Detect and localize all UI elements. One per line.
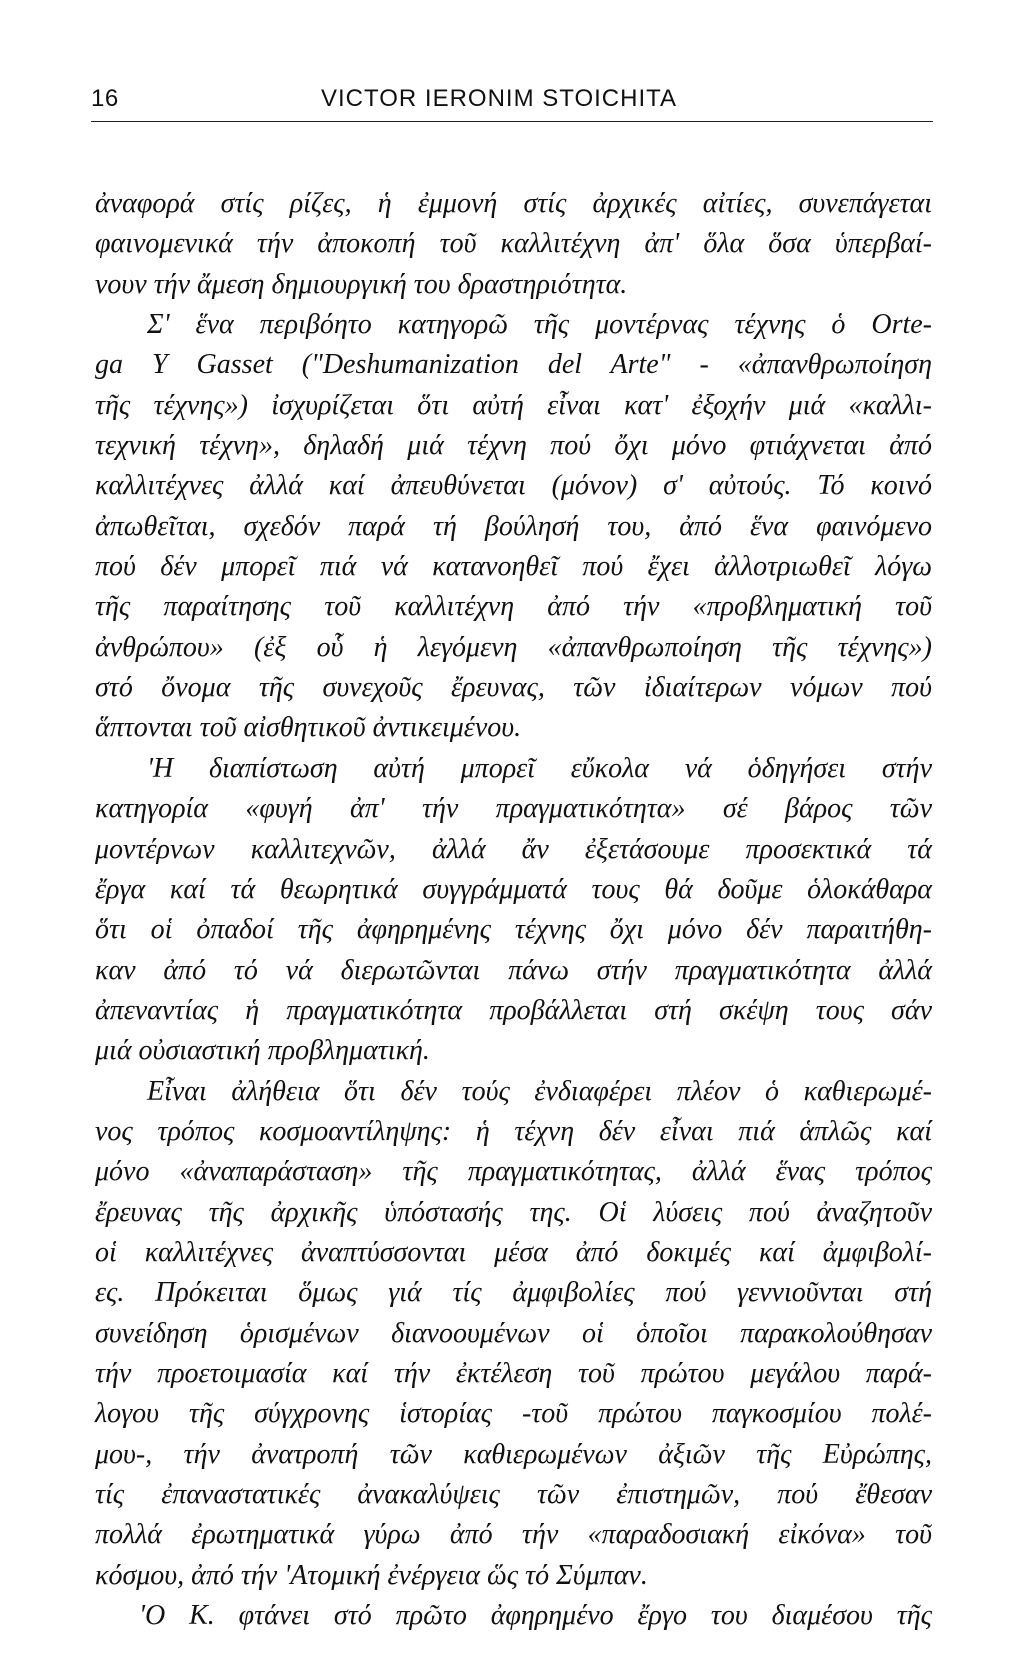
text-line: 'Ο Κ. φτάνει στό πρῶτο ἀφηρημένο ἔργο του διαμέσου τῆς [139,1600,932,1632]
text-line: λογου τῆς σύγχρονης ἱστορίας -τοῦ πρώτου παγκοσμίου πολέ- [95,1398,932,1430]
text-line: ἀπωθεῖται, σχεδόν παρά τή βούλησή του, ἀπό ἕνα φαινόμενο [95,510,932,542]
text-line: ὅτι οἱ ὀπαδοί τῆς ἀφηρημένης τέχνης ὄχι μόνο δέν παραιτήθη- [95,914,932,946]
text-line: κατηγορία «φυγή ἀπ' τήν πραγματικότητα» σέ βάρος τῶν [95,793,932,825]
text-line: πολλά ἐρωτηματικά γύρω ἀπό τήν «παραδοσιακή εἰκόνα» τοῦ [95,1519,932,1551]
text-line: ἀναφορά στίς ρίζες, ἡ ἐμμονή στίς ἀρχικές αἰτίες, συνεπάγεται [95,188,932,219]
text-line: συνείδηση ὁρισμένων διανοουμένων οἱ ὁποῖοι παρακολούθησαν [95,1317,932,1349]
text-line: καλλιτέχνες ἀλλά καί ἀπευθύνεται (μόνον) σ' αὐτούς. Τό κοινό [95,470,932,502]
running-header [91,83,933,122]
text-line: τῆς παραίτησης τοῦ καλλιτέχνη ἀπό τήν «προβληματική τοῦ [95,591,932,623]
text-line: Σ' ἕνα περιβόητο κατηγορῶ τῆς μοντέρνας τέχνης ὁ Orte- [147,309,932,341]
text-line: τίς ἐπαναστατικές ἀνακαλύψεις τῶν ἐπιστημῶν, πού ἔθεσαν [95,1479,932,1510]
text-line: Εἶναι ἀλήθεια ὅτι δέν τούς ἐνδιαφέρει πλέον ὁ καθιερωμέ- [147,1075,932,1107]
page-number: 16 [91,85,119,112]
text-line: ἔργα καί τά θεωρητικά συγγράμματά τους θά δοῦμε ὁλοκάθαρα [95,873,932,905]
text-line: ἔρευνας τῆς ἀρχικῆς ὑπόστασής της. Οἱ λύσεις πού ἀναζητοῦν [95,1196,932,1228]
text-line: ἀπεναντίας ἡ πραγματικότητα προβάλλεται στή σκέψη τους σάν [95,994,932,1026]
text-line: μιά οὐσιαστική προβληματική. [95,1035,430,1067]
text-line: κόσμου, ἀπό τήν 'Ατομική ἐνέργεια ὥς τό Σύμπαν. [95,1559,648,1591]
text-line: οἱ καλλιτέχνες ἀναπτύσσονται μέσα ἀπό δοκιμές καί ἀμφιβολί- [95,1236,932,1268]
text-line: φαινομενικά τήν ἀποκοπή τοῦ καλλιτέχνη ἀπ' ὅλα ὅσα ὑπερβαί- [95,228,932,260]
text-line: στό ὄνομα τῆς συνεχοῦς ἔρευνας, τῶν ἰδιαίτερων νόμων πού [95,672,932,704]
text-line: μόνο «ἀναπαράσταση» τῆς πραγματικότητας, ἀλλά ἕνας τρόπος [95,1156,932,1188]
text-line: τῆς τέχνης») ἰσχυρίζεται ὅτι αὐτή εἶναι κατ' ἐξοχήν μιά «καλλι- [95,389,932,421]
text-line: ἅπτονται τοῦ αἰσθητικοῦ ἀντικειμένου. [95,712,522,744]
body-text [95,184,932,1636]
text-line: μοντέρνων καλλιτεχνῶν, ἀλλά ἄν ἐξετάσουμε προσεκτικά τά [95,833,932,865]
text-line: 'Η διαπίστωση αὐτή μπορεῖ εὔκολα νά ὁδηγήσει στήν [147,752,932,784]
text-line: νος τρόπος κοσμοαντίληψης: ἡ τέχνη δέν εἶναι πιά ἁπλῶς καί [95,1115,932,1147]
text-line: μου-, τήν ἀνατροπή τῶν καθιερωμένων ἀξιῶν τῆς Εὐρώπης, [95,1438,932,1470]
text-line: ga Y Gasset ("Deshumanization del Arte" - «ἀπανθρωποίηση [95,349,932,381]
text-line: ἀνθρώπου» (ἐξ οὗ ἡ λεγόμενη «ἀπανθρωποίηση τῆς τέχνης») [95,631,932,663]
text-line: τήν προετοιμασία καί τήν ἐκτέλεση τοῦ πρώτου μεγάλου παρά- [95,1357,932,1389]
text-line: νουν τήν ἄμεση δημιουργική του δραστηριότητα. [95,268,628,300]
text-line: πού δέν μπορεῖ πιά νά κατανοηθεῖ πού ἔχει ἀλλοτριωθεῖ λόγω [95,551,932,583]
text-line: ες. Πρόκειται ὅμως γιά τίς ἀμφιβολίες πού γεννιοῦνται στή [95,1277,932,1309]
text-line: τεχνική τέχνη», δηλαδή μιά τέχνη πού ὄχι μόνο φτιάχνεται ἀπό [95,430,932,462]
text-line: καν ἀπό τό νά διερωτῶνται πάνω στήν πραγματικότητα ἀλλά [95,954,932,986]
running-title: VICTOR IERONIM STOICHITA [321,85,678,112]
